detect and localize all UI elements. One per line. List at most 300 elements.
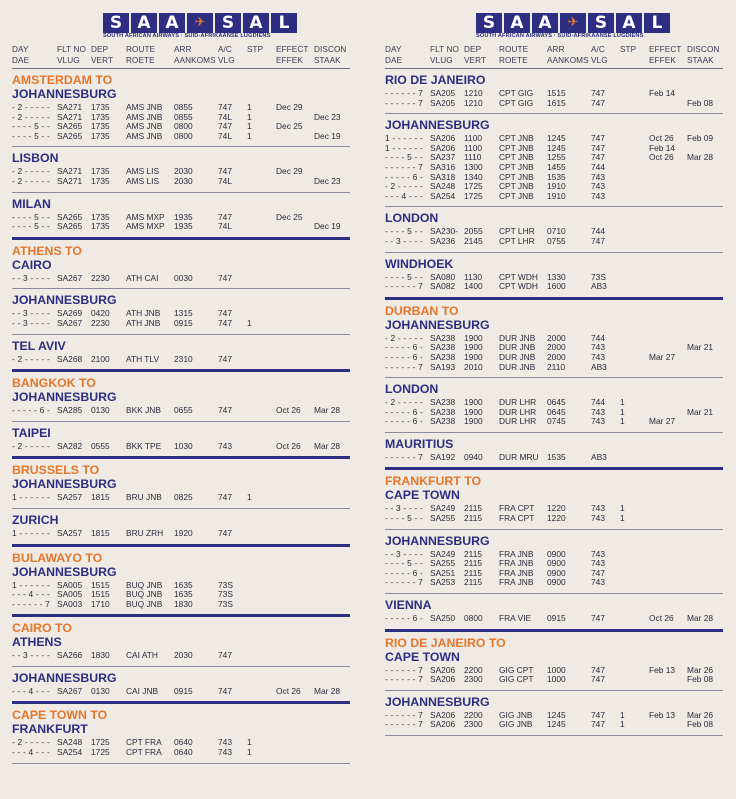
flight-row [385,614,723,624]
arrival-cell: 1330 [547,271,566,282]
days-cell: - - - - - 6 - [385,171,423,182]
stops-cell: 1 [247,747,252,758]
route-cell: DUR LHR [499,406,537,417]
flight-row [385,720,723,730]
header-route-alt: ROETE [499,56,528,65]
departure-cell: 2115 [464,567,483,578]
route-cell: CPT FRA [126,737,162,748]
departure-cell: 1830 [91,650,110,661]
destination-group [12,547,350,618]
flight-number-cell: SA206 [430,142,456,153]
destination-heading: JOHANNESBURG [385,694,490,709]
departure-cell: 2145 [464,235,483,246]
departure-cell: 2230 [91,272,110,283]
aircraft-cell: 747 [218,308,232,319]
aircraft-cell: AB3 [591,281,607,292]
flight-number-cell: SA005 [57,579,83,590]
header-flt: FLT NO [57,45,86,54]
aircraft-cell: 74L [218,175,232,186]
destination-heading: TEL AVIV [12,338,66,353]
discontinue-cell: Dec 19 [314,130,341,141]
route-cell: BKK TPE [126,440,162,451]
arrival-cell: 0645 [547,397,566,408]
flight-number-cell: SA003 [57,598,83,609]
departure-cell: 2115 [464,503,483,514]
aircraft-cell: AB3 [591,361,607,372]
destination-heading: LONDON [385,211,439,226]
departure-cell: 1130 [464,271,483,282]
aircraft-cell: 747 [218,492,232,503]
flight-number-cell: SA205 [430,97,456,108]
stops-cell: 1 [620,416,625,427]
route-cell: CAI JNB [126,685,159,696]
header-discon: DISCON [314,45,347,54]
flight-number-cell: SA268 [57,353,83,364]
flight-number-cell: SA005 [57,589,83,600]
destination-group [12,240,350,290]
arrival-cell: 2310 [174,353,193,364]
departure-cell: 0130 [91,685,110,696]
departure-cell: 2115 [464,558,483,569]
flight-number-cell: SA257 [57,492,83,503]
arrival-cell: 0900 [547,577,566,588]
flight-row [385,417,723,427]
aircraft-cell: 747 [591,133,605,144]
destination-heading: JOHANNESBURG [12,477,117,492]
days-cell: - - 3 - - - - [12,317,50,328]
aircraft-cell: 743 [591,513,605,524]
header-discon-alt: STAAK [314,56,341,65]
header-day: DAY [12,45,29,54]
flight-number-cell: SA082 [430,281,456,292]
flight-number-cell: SA271 [57,166,83,177]
days-cell: - - - - - - 7 [385,674,423,685]
aircraft-cell: 743 [591,503,605,514]
discontinue-cell: Mar 28 [314,685,341,696]
days-cell: - - - - 5 - - [385,226,423,237]
departure-cell: 1515 [91,589,110,600]
route-cell: GIG CPT [499,664,534,675]
aircraft-cell: 747 [218,685,232,696]
arrival-cell: 0915 [174,317,193,328]
days-cell: 1 - - - - - - [385,133,423,144]
destination-heading: WINDHOEK [385,256,454,271]
route-cell: FRA CPT [499,503,535,514]
flight-number-cell: SA285 [57,405,83,416]
flight-row [385,453,723,463]
route-cell: BKK JNB [126,405,161,416]
route-cell: CAI ATH [126,650,158,661]
logo-letter: A [532,13,558,33]
arrival-cell: 1255 [547,152,566,163]
column-header [385,44,723,69]
effective-cell: Oct 26 [649,152,674,163]
route-cell: AMS MXP [126,211,165,222]
column-header [12,44,350,69]
destination-group [385,530,723,594]
days-cell: - - - 4 - - - [12,685,50,696]
flight-number-cell: SA193 [430,361,456,372]
header-route: ROUTE [126,45,156,54]
departure-cell: 1900 [464,406,483,417]
flight-number-cell: SA238 [430,416,456,427]
route-cell: AMS MXP [126,221,165,232]
arrival-cell: 2030 [174,650,193,661]
flight-row [12,687,350,697]
flight-number-cell: SA238 [430,342,456,353]
header-route: ROUTE [499,45,529,54]
route-cell: CPT JNB [499,161,534,172]
arrival-cell: 1535 [547,451,566,462]
days-cell: - - - - - - 7 [385,451,423,462]
route-cell: CPT JNB [499,133,534,144]
route-cell: FRA JNB [499,577,534,588]
destination-heading: VIENNA [385,598,432,613]
aircraft-cell: 747 [591,152,605,163]
arrival-cell: 1515 [547,88,566,98]
arrival-cell: 0915 [547,613,566,624]
flight-number-cell: SA248 [430,181,456,192]
route-cell: CPT WDH [499,281,538,292]
route-cell: ATH CAI [126,272,159,283]
flight-row [12,274,350,284]
aircraft-cell: 73S [218,589,233,600]
arrival-cell: 1635 [174,589,193,600]
stops-cell: 1 [620,406,625,417]
flight-row [12,651,350,661]
saa-logo [12,0,350,44]
header-ac-alt: VLG [591,56,608,65]
days-cell: - - - - 5 - - [385,513,423,524]
aircraft-cell: 73S [218,579,233,590]
header-dep: DEP [91,45,109,54]
route-cell: CPT FRA [126,747,162,758]
arrival-cell: 0825 [174,492,193,503]
destination-heading: ATHENS [12,635,62,650]
effective-cell: Feb 14 [649,142,676,153]
flight-number-cell: SA316 [430,161,456,172]
days-cell: - - - - - - 7 [385,577,423,588]
aircraft-cell: 747 [218,405,232,416]
destination-heading: LISBON [12,151,59,166]
days-cell: - - - - 5 - - [12,211,50,222]
route-cell: CPT GIG [499,88,534,98]
departure-cell: 1725 [91,737,110,748]
flight-number-cell: SA206 [430,664,456,675]
arrival-cell: 2030 [174,175,193,186]
destination-heading: CAPE TOWN [385,488,460,503]
aircraft-cell: 744 [591,161,605,172]
header-dep-alt: VERT [91,56,114,65]
flight-row [12,442,350,452]
arrival-cell: 0900 [547,567,566,578]
days-cell: - - - - - - 7 [385,88,423,98]
header-arr-alt: AANKOMS [547,56,589,65]
departure-cell: 0420 [91,308,110,319]
aircraft-cell: 747 [218,102,232,112]
departure-cell: 1300 [464,161,483,172]
flight-row [12,529,350,539]
stops-cell: 1 [620,513,625,524]
arrival-cell: 1455 [547,161,566,172]
flight-row [12,600,350,610]
stops-cell: 1 [247,492,252,503]
days-cell: - - 3 - - - - [12,272,50,283]
destination-group [12,289,350,334]
departure-cell: 1735 [91,221,110,232]
saa-logo [385,0,723,44]
destination-group [12,617,350,667]
route-cell: CPT JNB [499,152,534,163]
departure-cell: 1900 [464,397,483,408]
flight-number-cell: SA248 [57,737,83,748]
departure-cell: 1735 [91,175,110,186]
flight-row [385,578,723,588]
aircraft-cell: 743 [218,440,232,451]
route-cell: BUQ JNB [126,598,163,609]
effective-cell: Dec 29 [276,166,303,177]
logo-letter: S [215,13,241,33]
route-cell: FRA VIE [499,613,532,624]
flight-row [385,237,723,247]
departure-cell: 2300 [464,674,483,685]
days-cell: - - - - - - 7 [385,664,423,675]
header-day: DAY [385,45,402,54]
flight-row [385,363,723,373]
header-ac: A/C [218,45,232,54]
departure-cell: 1725 [91,747,110,758]
flight-number-cell: SA238 [430,397,456,408]
departure-cell: 1735 [91,166,110,177]
departure-cell: 1210 [464,97,483,108]
stops-cell: 1 [247,102,252,112]
days-cell: - - - - 5 - - [385,152,423,163]
discontinue-cell: Dec 23 [314,111,341,122]
days-cell: - - - - 5 - - [12,130,50,141]
aircraft-cell: 743 [591,548,605,559]
route-cell: FRA CPT [499,513,535,524]
flight-number-cell: SA230- [430,226,458,237]
aircraft-cell: 74L [218,221,232,232]
destination-group [385,378,723,433]
flight-row [12,406,350,416]
logo-letter: L [271,13,297,33]
destination-group [385,433,723,471]
arrival-cell: 0745 [547,416,566,427]
effective-cell: Dec 25 [276,121,303,132]
departure-cell: 1725 [464,181,483,192]
route-cell: DUR JNB [499,342,536,353]
aircraft-cell: 743 [218,737,232,748]
origin-heading: FRANKFURT TO [385,474,482,489]
effective-cell: Mar 27 [649,351,676,362]
route-cell: DUR JNB [499,351,536,362]
route-cell: BUQ JNB [126,579,163,590]
days-cell: - - - 4 - - - [12,589,50,600]
days-cell: - - - - - - 7 [385,161,423,172]
arrival-cell: 1245 [547,142,566,153]
route-cell: CPT JNB [499,171,534,182]
days-cell: - - - - - 6 - [385,342,423,353]
logo-letter: L [644,13,670,33]
flight-row [385,675,723,685]
flight-number-cell: SA192 [430,451,456,462]
effective-cell: Feb 14 [649,88,676,98]
flight-number-cell: SA238 [430,351,456,362]
logo-boxes [103,13,297,33]
effective-cell: Mar 27 [649,416,676,427]
days-cell: - - - - 5 - - [12,121,50,132]
effective-cell: Dec 29 [276,102,303,112]
stops-cell: 1 [620,709,625,720]
days-cell: - 2 - - - - - [385,181,423,192]
destination-group [385,69,723,114]
departure-cell: 1515 [91,579,110,590]
header-effect: EFFECT [276,45,309,54]
departure-cell: 1725 [464,190,483,201]
arrival-cell: 1600 [547,281,566,292]
flight-number-cell: SA266 [57,650,83,661]
logo-boxes [476,13,670,33]
route-cell: AMS JNB [126,121,163,132]
arrival-cell: 1220 [547,503,566,514]
aircraft-cell: 747 [218,272,232,283]
logo-letter: A [131,13,157,33]
arrival-cell: 1830 [174,598,193,609]
departure-cell: 1400 [464,281,483,292]
origin-heading: BRUSSELS TO [12,463,100,478]
stops-cell: 1 [620,503,625,514]
flight-number-cell: SA206 [430,709,456,720]
timetable-column-right [385,0,723,736]
logo-letter: A [243,13,269,33]
route-cell: DUR LHR [499,416,537,427]
departure-cell: 1815 [91,492,110,503]
effective-cell: Dec 25 [276,211,303,222]
destination-group [12,372,350,422]
discontinue-cell: Mar 21 [687,342,714,353]
aircraft-cell: 747 [218,650,232,661]
destination-heading: JOHANNESBURG [385,118,490,133]
flight-row [12,319,350,329]
departure-cell: 0800 [464,613,483,624]
days-cell: - 2 - - - - - [12,737,50,748]
flight-number-cell: SA318 [430,171,456,182]
origin-heading: ATHENS TO [12,243,82,258]
route-cell: DUR JNB [499,361,536,372]
arrival-cell: 2030 [174,166,193,177]
header-route-alt: ROETE [126,56,155,65]
flight-number-cell: SA271 [57,111,83,122]
destination-heading: JOHANNESBURG [12,670,117,685]
destination-group [385,114,723,207]
route-cell: CPT GIG [499,97,534,108]
flight-number-cell: SA236 [430,235,456,246]
aircraft-cell: 747 [591,664,605,675]
stops-cell: 1 [247,737,252,748]
days-cell: - 2 - - - - - [12,102,50,112]
arrival-cell: 1245 [547,719,566,730]
effective-cell: Oct 26 [276,685,301,696]
aircraft-cell: 743 [591,171,605,182]
discontinue-cell: Mar 28 [687,613,714,624]
departure-cell: 1735 [91,111,110,122]
route-cell: CPT JNB [499,142,534,153]
header-flt-alt: VLUG [57,56,80,65]
header-stp: STP [620,45,637,54]
aircraft-cell: 747 [591,235,605,246]
discontinue-cell: Mar 26 [687,664,714,675]
departure-cell: 1735 [91,121,110,132]
arrival-cell: 1000 [547,664,566,675]
header-dep: DEP [464,45,482,54]
route-cell: AMS JNB [126,102,163,112]
destination-heading: ZURICH [12,512,59,527]
arrival-cell: 2110 [547,361,566,372]
header-discon-alt: STAAK [687,56,714,65]
flight-number-cell: SA206 [430,133,456,144]
aircraft-cell: 747 [591,613,605,624]
departure-cell: 1900 [464,342,483,353]
days-cell: - 2 - - - - - [12,353,50,364]
discontinue-cell: Mar 26 [687,709,714,720]
days-cell: - - - - - 6 - [385,416,423,427]
flight-number-cell: SA238 [430,406,456,417]
logo-subtitle: SOUTH AFRICAN AIRWAYS · SUID-AFRIKAANSE LUGDIENS [476,33,644,39]
departure-cell: 0130 [91,405,110,416]
aircraft-cell: 743 [591,406,605,417]
arrival-cell: 2000 [547,351,566,362]
route-cell: GIG CPT [499,674,534,685]
header-ac-alt: VLG [218,56,235,65]
flight-row [385,192,723,202]
flight-number-cell: SA205 [430,88,456,98]
arrival-cell: 1910 [547,190,566,201]
destination-group [12,69,350,147]
arrival-cell: 1030 [174,440,193,451]
aircraft-cell: 74L [218,111,232,122]
arrival-cell: 1245 [547,133,566,144]
origin-heading: BANGKOK TO [12,376,96,391]
flight-number-cell: SA267 [57,685,83,696]
flight-number-cell: SA265 [57,221,83,232]
stops-cell: 1 [247,111,252,122]
header-ac: A/C [591,45,605,54]
stops-cell: 1 [247,317,252,328]
route-cell: CPT LHR [499,235,535,246]
destination-group [12,459,350,509]
timetable-column-left [12,0,350,764]
route-cell: BUQ JNB [126,589,163,600]
flight-row [12,222,350,232]
days-cell: - - - - 5 - - [385,558,423,569]
destination-heading: CAPE TOWN [385,649,460,664]
route-cell: GIG JNB [499,709,533,720]
header-day-alt: DAE [385,56,403,65]
days-cell: 1 - - - - - - [12,527,50,538]
discontinue-cell: Mar 28 [314,405,341,416]
header-arr: ARR [174,45,192,54]
route-cell: ATH JNB [126,308,161,319]
header-stp: STP [247,45,264,54]
flight-row [12,355,350,365]
departure-cell: 2010 [464,361,483,372]
aircraft-cell: 747 [218,353,232,364]
destination-heading: JOHANNESBURG [12,87,117,101]
arrival-cell: 0655 [174,405,193,416]
header-flt: FLT NO [430,45,459,54]
days-cell: - - - - 5 - - [12,221,50,232]
